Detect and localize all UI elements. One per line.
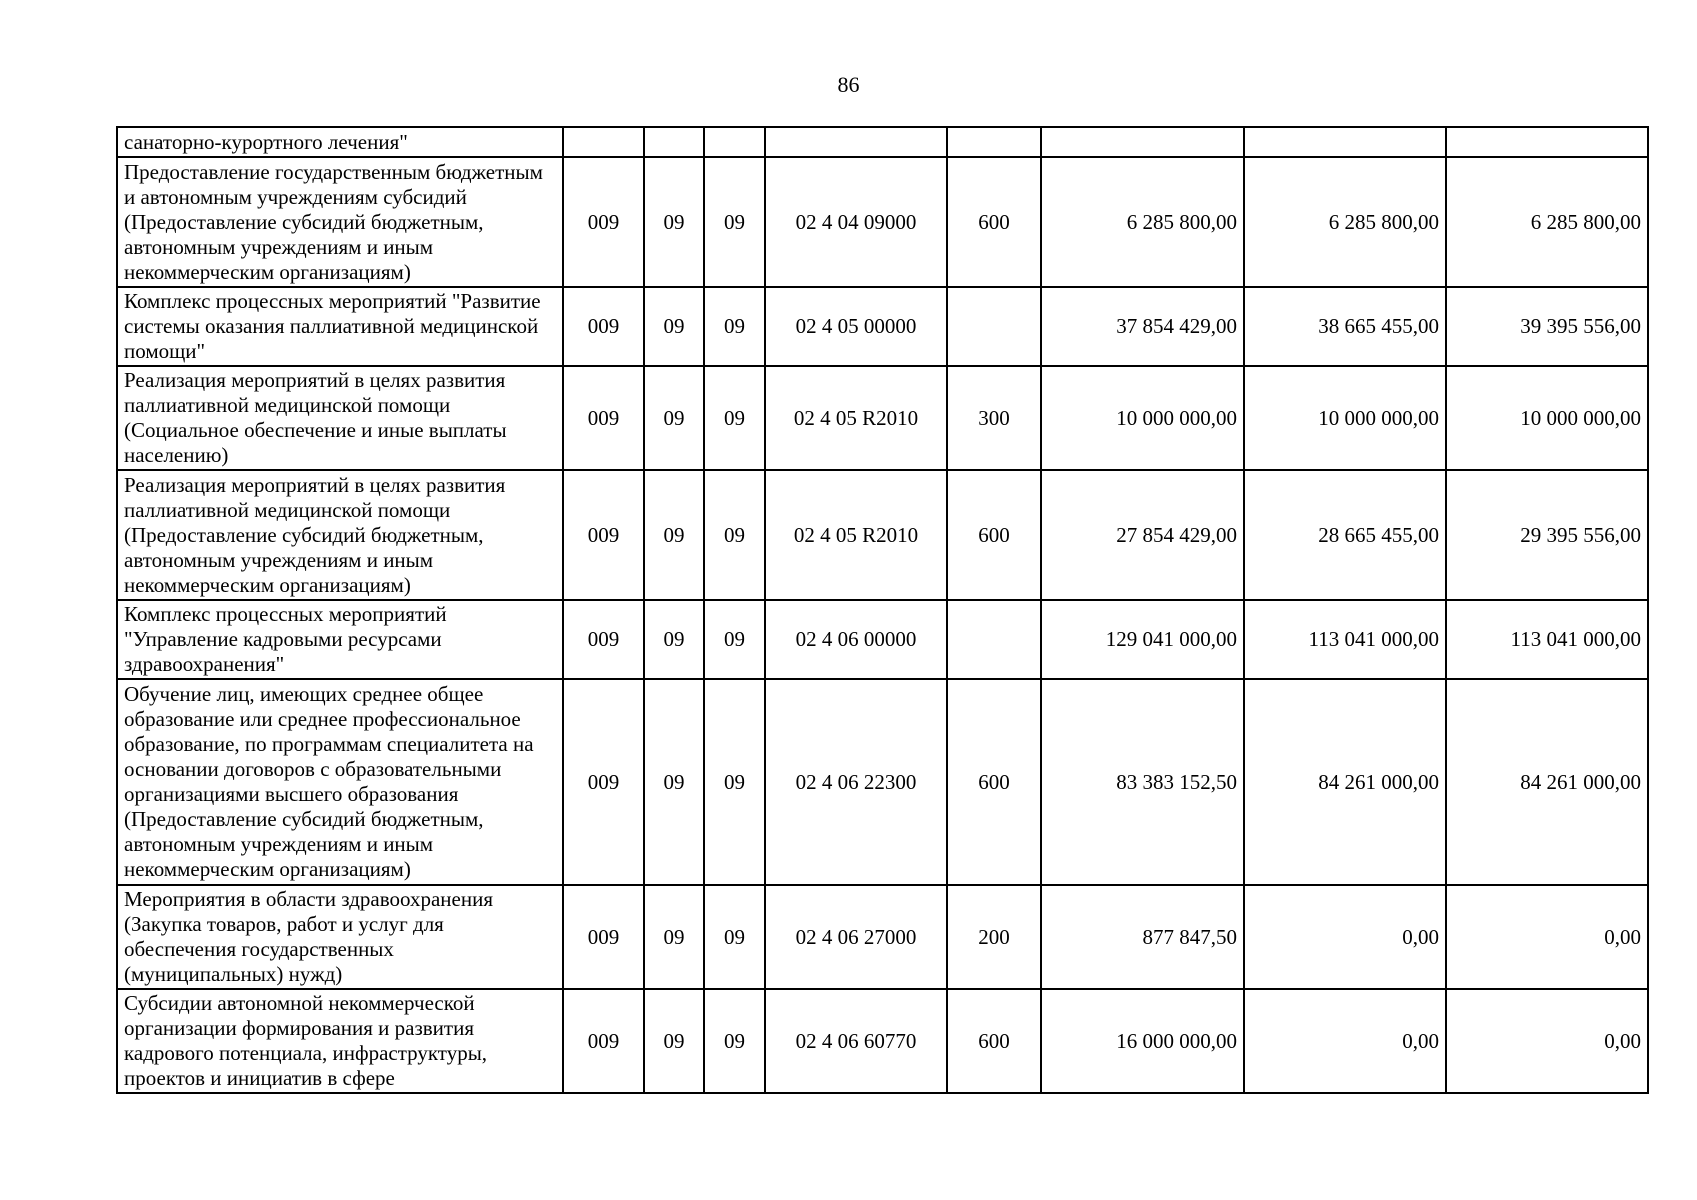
row-name-cell: Реализация мероприятий в целях развития паллиативной медицинской помощи (Социальное обеспечение и иные выплаты населению) [117,366,563,470]
target-item-cell: 02 4 06 00000 [765,600,947,679]
subsection-code-cell: 09 [704,470,765,600]
sum-year-3-cell: 84 261 000,00 [1446,679,1648,885]
sum-year-3-cell: 113 041 000,00 [1446,600,1648,679]
sum-year-2-cell: 0,00 [1244,885,1446,989]
row-name-cell: Комплекс процессных мероприятий "Управление кадровыми ресурсами здравоохранения" [117,600,563,679]
subsection-code-cell: 09 [704,989,765,1093]
budget-table [116,126,1649,1094]
table-row [117,127,1648,157]
subsection-code-cell: 09 [704,157,765,287]
table-row [117,885,1648,989]
table-row [117,287,1648,366]
sum-year-2-cell: 84 261 000,00 [1244,679,1446,885]
table-row [117,470,1648,600]
table-row [117,600,1648,679]
ministry-code-cell: 009 [563,157,644,287]
row-name-cell: Субсидии автономной некоммерческой организации формирования и развития кадрового потенциала, инфраструктуры, проектов и инициатив в сфере [117,989,563,1093]
section-code-cell: 09 [644,885,704,989]
section-code-cell [644,127,704,157]
expense-type-cell: 600 [947,989,1041,1093]
subsection-code-cell: 09 [704,885,765,989]
expense-type-cell: 600 [947,470,1041,600]
expense-type-cell: 600 [947,157,1041,287]
sum-year-1-cell: 37 854 429,00 [1041,287,1244,366]
sum-year-2-cell: 6 285 800,00 [1244,157,1446,287]
row-name-cell: Предоставление государственным бюджетным и автономным учреждениям субсидий (Предоставление субсидий бюджетным, автономным учреждениям и иным некоммерческим организациям) [117,157,563,287]
table-row [117,679,1648,885]
section-code-cell: 09 [644,366,704,470]
page-number: 86 [837,72,860,97]
subsection-code-cell: 09 [704,366,765,470]
row-name-cell: Обучение лиц, имеющих среднее общее образование или среднее профессиональное образование, по программам специалитета на основании договоров с образовательными организациями высшего образования (Предоставление субсидий бюджетным, автономным учреждениям и иным некоммерческим организациям) [117,679,563,885]
section-code-cell: 09 [644,989,704,1093]
row-name-cell: Реализация мероприятий в целях развития паллиативной медицинской помощи (Предоставление субсидий бюджетным, автономным учреждениям и иным некоммерческим организациям) [117,470,563,600]
sum-year-2-cell: 0,00 [1244,989,1446,1093]
sum-year-3-cell: 6 285 800,00 [1446,157,1648,287]
sum-year-2-cell: 10 000 000,00 [1244,366,1446,470]
target-item-cell: 02 4 06 27000 [765,885,947,989]
section-code-cell: 09 [644,287,704,366]
subsection-code-cell: 09 [704,287,765,366]
expense-type-cell [947,287,1041,366]
sum-year-2-cell [1244,127,1446,157]
sum-year-3-cell: 0,00 [1446,885,1648,989]
sum-year-1-cell: 27 854 429,00 [1041,470,1244,600]
section-code-cell: 09 [644,600,704,679]
target-item-cell: 02 4 06 22300 [765,679,947,885]
expense-type-cell: 600 [947,679,1041,885]
table-row [117,157,1648,287]
target-item-cell: 02 4 05 R2010 [765,470,947,600]
sum-year-3-cell [1446,127,1648,157]
table-row [117,989,1648,1093]
sum-year-1-cell: 877 847,50 [1041,885,1244,989]
sum-year-3-cell: 10 000 000,00 [1446,366,1648,470]
ministry-code-cell: 009 [563,885,644,989]
ministry-code-cell: 009 [563,470,644,600]
row-name-cell: санаторно-курортного лечения" [117,127,563,157]
target-item-cell: 02 4 05 R2010 [765,366,947,470]
target-item-cell: 02 4 05 00000 [765,287,947,366]
sum-year-3-cell: 29 395 556,00 [1446,470,1648,600]
sum-year-1-cell: 6 285 800,00 [1041,157,1244,287]
sum-year-2-cell: 113 041 000,00 [1244,600,1446,679]
row-name-cell: Мероприятия в области здравоохранения (Закупка товаров, работ и услуг для обеспечения государственных (муниципальных) нужд) [117,885,563,989]
subsection-code-cell: 09 [704,679,765,885]
section-code-cell: 09 [644,157,704,287]
row-name-cell: Комплекс процессных мероприятий "Развитие системы оказания паллиативной медицинской помощи" [117,287,563,366]
ministry-code-cell: 009 [563,989,644,1093]
section-code-cell: 09 [644,470,704,600]
expense-type-cell: 200 [947,885,1041,989]
sum-year-1-cell: 129 041 000,00 [1041,600,1244,679]
subsection-code-cell: 09 [704,600,765,679]
ministry-code-cell: 009 [563,287,644,366]
sum-year-2-cell: 38 665 455,00 [1244,287,1446,366]
target-item-cell: 02 4 04 09000 [765,157,947,287]
target-item-cell [765,127,947,157]
ministry-code-cell: 009 [563,366,644,470]
section-code-cell: 09 [644,679,704,885]
expense-type-cell: 300 [947,366,1041,470]
target-item-cell: 02 4 06 60770 [765,989,947,1093]
sum-year-2-cell: 28 665 455,00 [1244,470,1446,600]
table-row [117,366,1648,470]
sum-year-1-cell: 10 000 000,00 [1041,366,1244,470]
ministry-code-cell: 009 [563,600,644,679]
subsection-code-cell [704,127,765,157]
ministry-code-cell [563,127,644,157]
sum-year-1-cell [1041,127,1244,157]
expense-type-cell [947,600,1041,679]
sum-year-3-cell: 0,00 [1446,989,1648,1093]
sum-year-1-cell: 83 383 152,50 [1041,679,1244,885]
expense-type-cell [947,127,1041,157]
ministry-code-cell: 009 [563,679,644,885]
sum-year-1-cell: 16 000 000,00 [1041,989,1244,1093]
sum-year-3-cell: 39 395 556,00 [1446,287,1648,366]
